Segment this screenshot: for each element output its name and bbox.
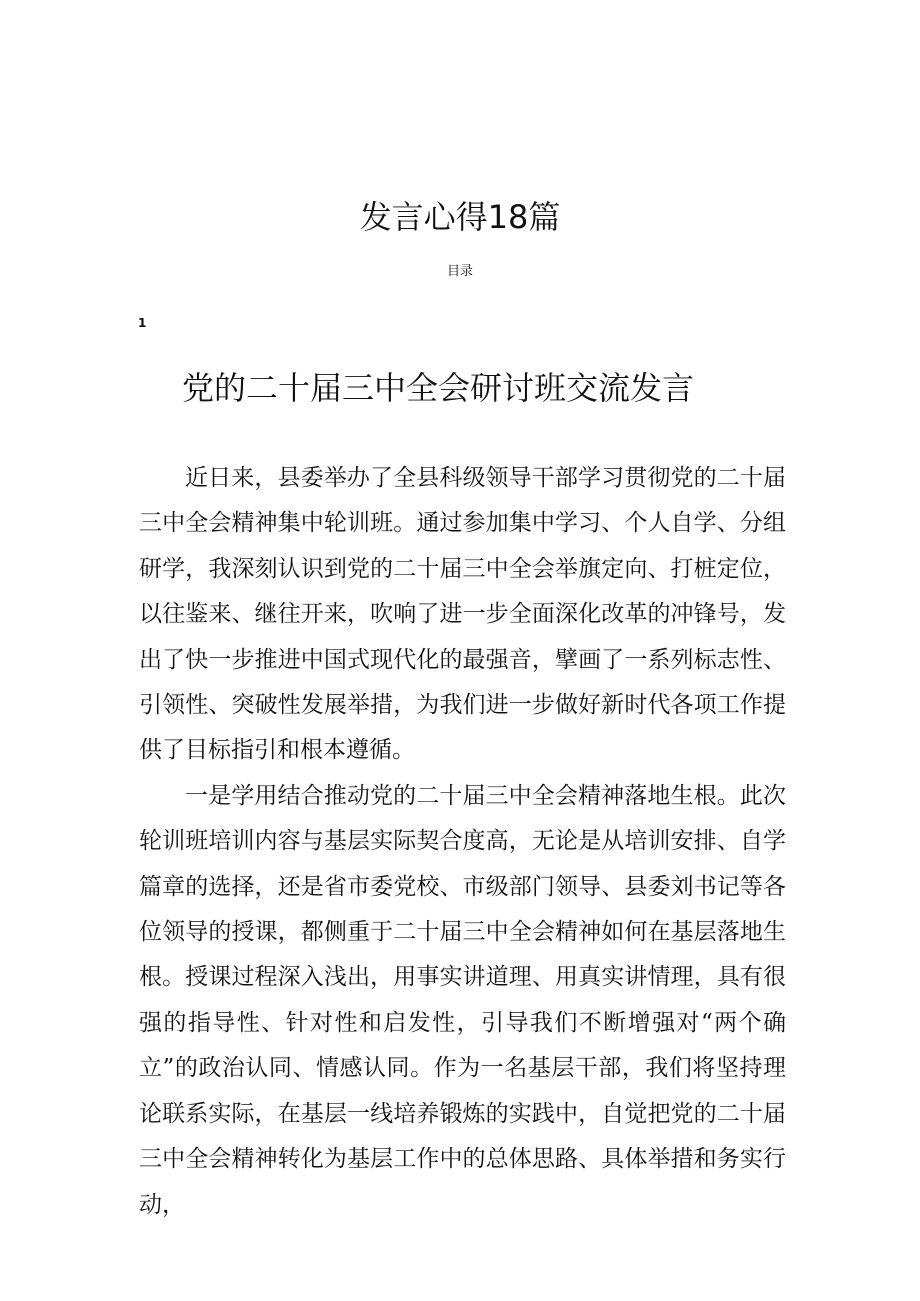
section-title: 党的二十届三中全会研讨班交流发言 <box>182 369 695 407</box>
table-of-contents-label: 目录 <box>446 264 473 279</box>
section-number: 1 <box>138 316 147 330</box>
body-text <box>139 456 786 1228</box>
paragraph-1: 近日来，县委举办了全县科级领导干部学习贯彻党的二十届三中全会精神集中轮训班。通过参加集中学习、个人自学、分组研学，我深刻认识到党的二十届三中全会举旗定向、打桩定位，以往鉴来、继往开来，吹响了进一步全面深化改革的冲锋号，发出了快一步推进中国式现代化的最强音，擘画了一系列标志性、引领性、突破性发展举措，为我们进一步做好新时代各项工作提供了目标指引和根本遵循。 <box>139 465 786 764</box>
document-title: 发言心得18篇 <box>359 198 561 236</box>
paragraph-2: 一是学用结合推动党的二十届三中全会精神落地生根。此次轮训班培训内容与基层实际契合度高，无论是从培训安排、自学篇章的选择，还是省市委党校、市级部门领导、县委刘书记等各位领导的授课，都侧重于二十届三中全会精神如何在基层落地生根。授课过程深入浅出，用事实讲道理、用真实讲情理，具有很强的指导性、针对性和启发性，引导我们不断增强对“两个确立”的政治认同、情感认同。作为一名基层干部，我们将坚持理论联系实际，在基层一线培养锻炼的实践中，自觉把党的二十届三中全会精神转化为基层工作中的总体思路、具体举措和务实行动， <box>139 782 786 1218</box>
